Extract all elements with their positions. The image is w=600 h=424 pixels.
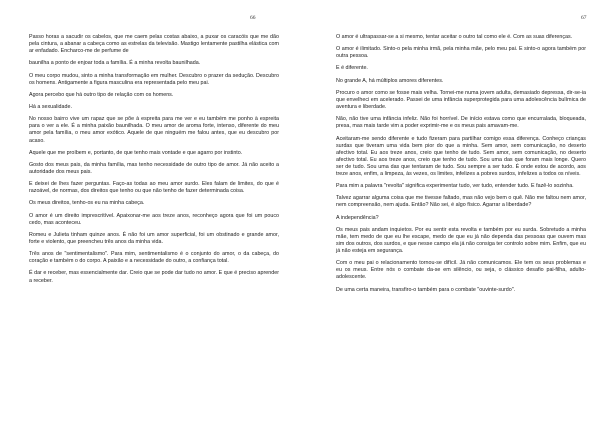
paragraph: Os meus direitos, tenho-os eu na minha cabeça. (29, 200, 145, 207)
paragraph: O meu corpo mudou, sinto a minha transformação em mulher. Descubro o prazer da sedução. Descubro os homens. Antigamente a figura masculina era representada pelo meu pai. (29, 72, 279, 86)
paragraph: É dar e receber, mas essencialmente dar. Creio que se pode dar tudo no amor. E que é preciso aprender a receber. (29, 270, 279, 284)
left-page-text (29, 34, 279, 290)
paragraph: Talvez agarrar alguma coisa que me tivesse faltado, mas não vejo bem o quê. Não me faltou nem amor, nem compreensão, nem ajuda. Então? Não sei, é algo físico. Agarrar a liberdade? (336, 195, 586, 209)
paragraph: Romeu e Julieta tinham quinze anos. É não foi um amor superficial, foi um obstinado e grande amor, forte e violento, que preencheu três anos da minha vida. (29, 231, 279, 245)
paragraph: Agora percebo que há outro tipo de relação com os homens. (29, 91, 174, 98)
right-page-number: 67 (581, 15, 587, 21)
paragraph: Três anos de "sentimentalismo". Para mim, sentimentalismo é o conjunto do amor, o da cabeça, do coração e também o do corpo. A paixão e a necessidade do outro, a confiança total. (29, 251, 279, 265)
paragraph: Aceitaram-me sendo diferente e tudo fizeram para partilhar comigo essa diferença. Conheço crianças surdas que tiveram uma vida bem pior do que a minha. Sem amor, sem comunicação, no deserto afectivo total. Eu aos treze anos, creio que tenho de tudo. Sem amor, sem comunicação, no deserto afectivo total. Eu aos treze anos, creio que tenho de tudo. Sou uma das que foram mais longe. Quero ser de tudo. Sou uma das que tentaram de tudo. Sou sempre a ser tudo. É onde estou de acordo, aos treze anos, enfim, a limpeza, às vezes, os limites, infelizes a pobres surdos, infelizes a todos os níveis. (336, 135, 586, 177)
paragraph: Para mim a palavra "revolta" significa experimentar tudo, ver tudo, entender tudo. E fazê-lo sozinha. (336, 183, 574, 190)
paragraph: Aquele que me proíbem e, portanto, de que tenho mais vontade e que agarro por instinto. (29, 149, 243, 156)
paragraph: O amor é ultrapassar-se a si mesmo, tentar aceitar o outro tal como ele é. Com as suas diferenças. (336, 34, 573, 40)
paragraph: Com o meu pai o relacionamento tornou-se difícil. Já não comunicamos. Ele tem os seus problemas e eu os meus. Entre nós o combate da-se em silêncio, ou seja, o clássico desafio pai-filha, adulto-adolescente. (336, 260, 586, 281)
paragraph: E deixei de lhes fazer perguntas. Faço-as todas ao meu amor surdo. Eles falam de limites, do que é razoável, de normas, dos direitos que tenho ou que não tenho de fazer determinada coisa. (29, 181, 279, 195)
left-page-number: 66 (250, 15, 256, 21)
paragraph: O amor é um direito imprescritível. Apaixonar-me aos treze anos, reconheço agora que foi um pouco cedo, mas aconteceu. (29, 212, 279, 226)
paragraph: Há a sexualidade. (29, 104, 72, 111)
paragraph: E é diferente. (336, 65, 368, 72)
paragraph: Gosto dos meus pais, da minha família, mas tenho necessidade de outro tipo de amor. Já não aceito a autoridade dos meus pais. (29, 161, 279, 175)
paragraph: baunilha a ponto de enjoar toda a família. É a minha revolta baunilhada. (29, 60, 201, 67)
paragraph: No grande A, há múltiplos amores diferentes. (336, 77, 444, 84)
paragraph: Não, não tive uma infância infeliz. Não foi horrível. De início estava como que encurralada, bloqueada, presa, mas mais tarde vim a poder exprimir-me e os meus pais amavam-me. (336, 116, 586, 130)
right-page (300, 0, 600, 424)
paragraph: Procuro o amor como se fosse mais velha. Tornei-me numa jovem adulta, demasiado depressa, dir-se-ia que envelheci em acelerado. Passei de uma infância superprotegida para uma adolescência bulímica de aventura e liberdade. (336, 89, 586, 111)
paragraph: De uma certa maneira, transfiro-o também para o combate "ouvinte-surdo". (336, 286, 516, 293)
paragraph: Passo horas a sacudir os cabelos, que me caem pelas costas abaixo, a puxar os caracóis que me dão pela cintura, a abanar a cabeça como as estrelas da televisão. Mastigo lentamente pastilha elástica com ar enfadado. Encharco-me de perfume de (29, 34, 279, 55)
paragraph: O amor é ilimitado. Sinto-o pela minha irmã, pela minha mãe, pelo meu pai. E sinto-o agora também por outra pessoa. (336, 46, 586, 60)
right-page-text (336, 34, 586, 299)
paragraph: Os meus pais andam inquietos. Por eu sentir esta revolta e também por eu surda. Sobretudo a minha mãe, tem medo de que eu lhe escape, medo de que eu já não dependa das pessoas que ouvem mas sim dos outros, dos surdos, e que nesse campo ela já não consiga ter controlo sobre mim. Enfim, que eu já não esteja em segurança. (336, 226, 586, 255)
paragraph: A independência? (336, 214, 379, 221)
paragraph: No nosso bairro vive um rapaz que se põe à espreita para me ver e eu também me ponho à espreita para o ver a ele. É a minha paixão baunilhada. O meu amor de aroma forte, intenso, diferente do meu amor pela família, o meu amor exótico. Aquele de que ninguém me falou antes, que eu descubro por acaso. (29, 116, 279, 144)
